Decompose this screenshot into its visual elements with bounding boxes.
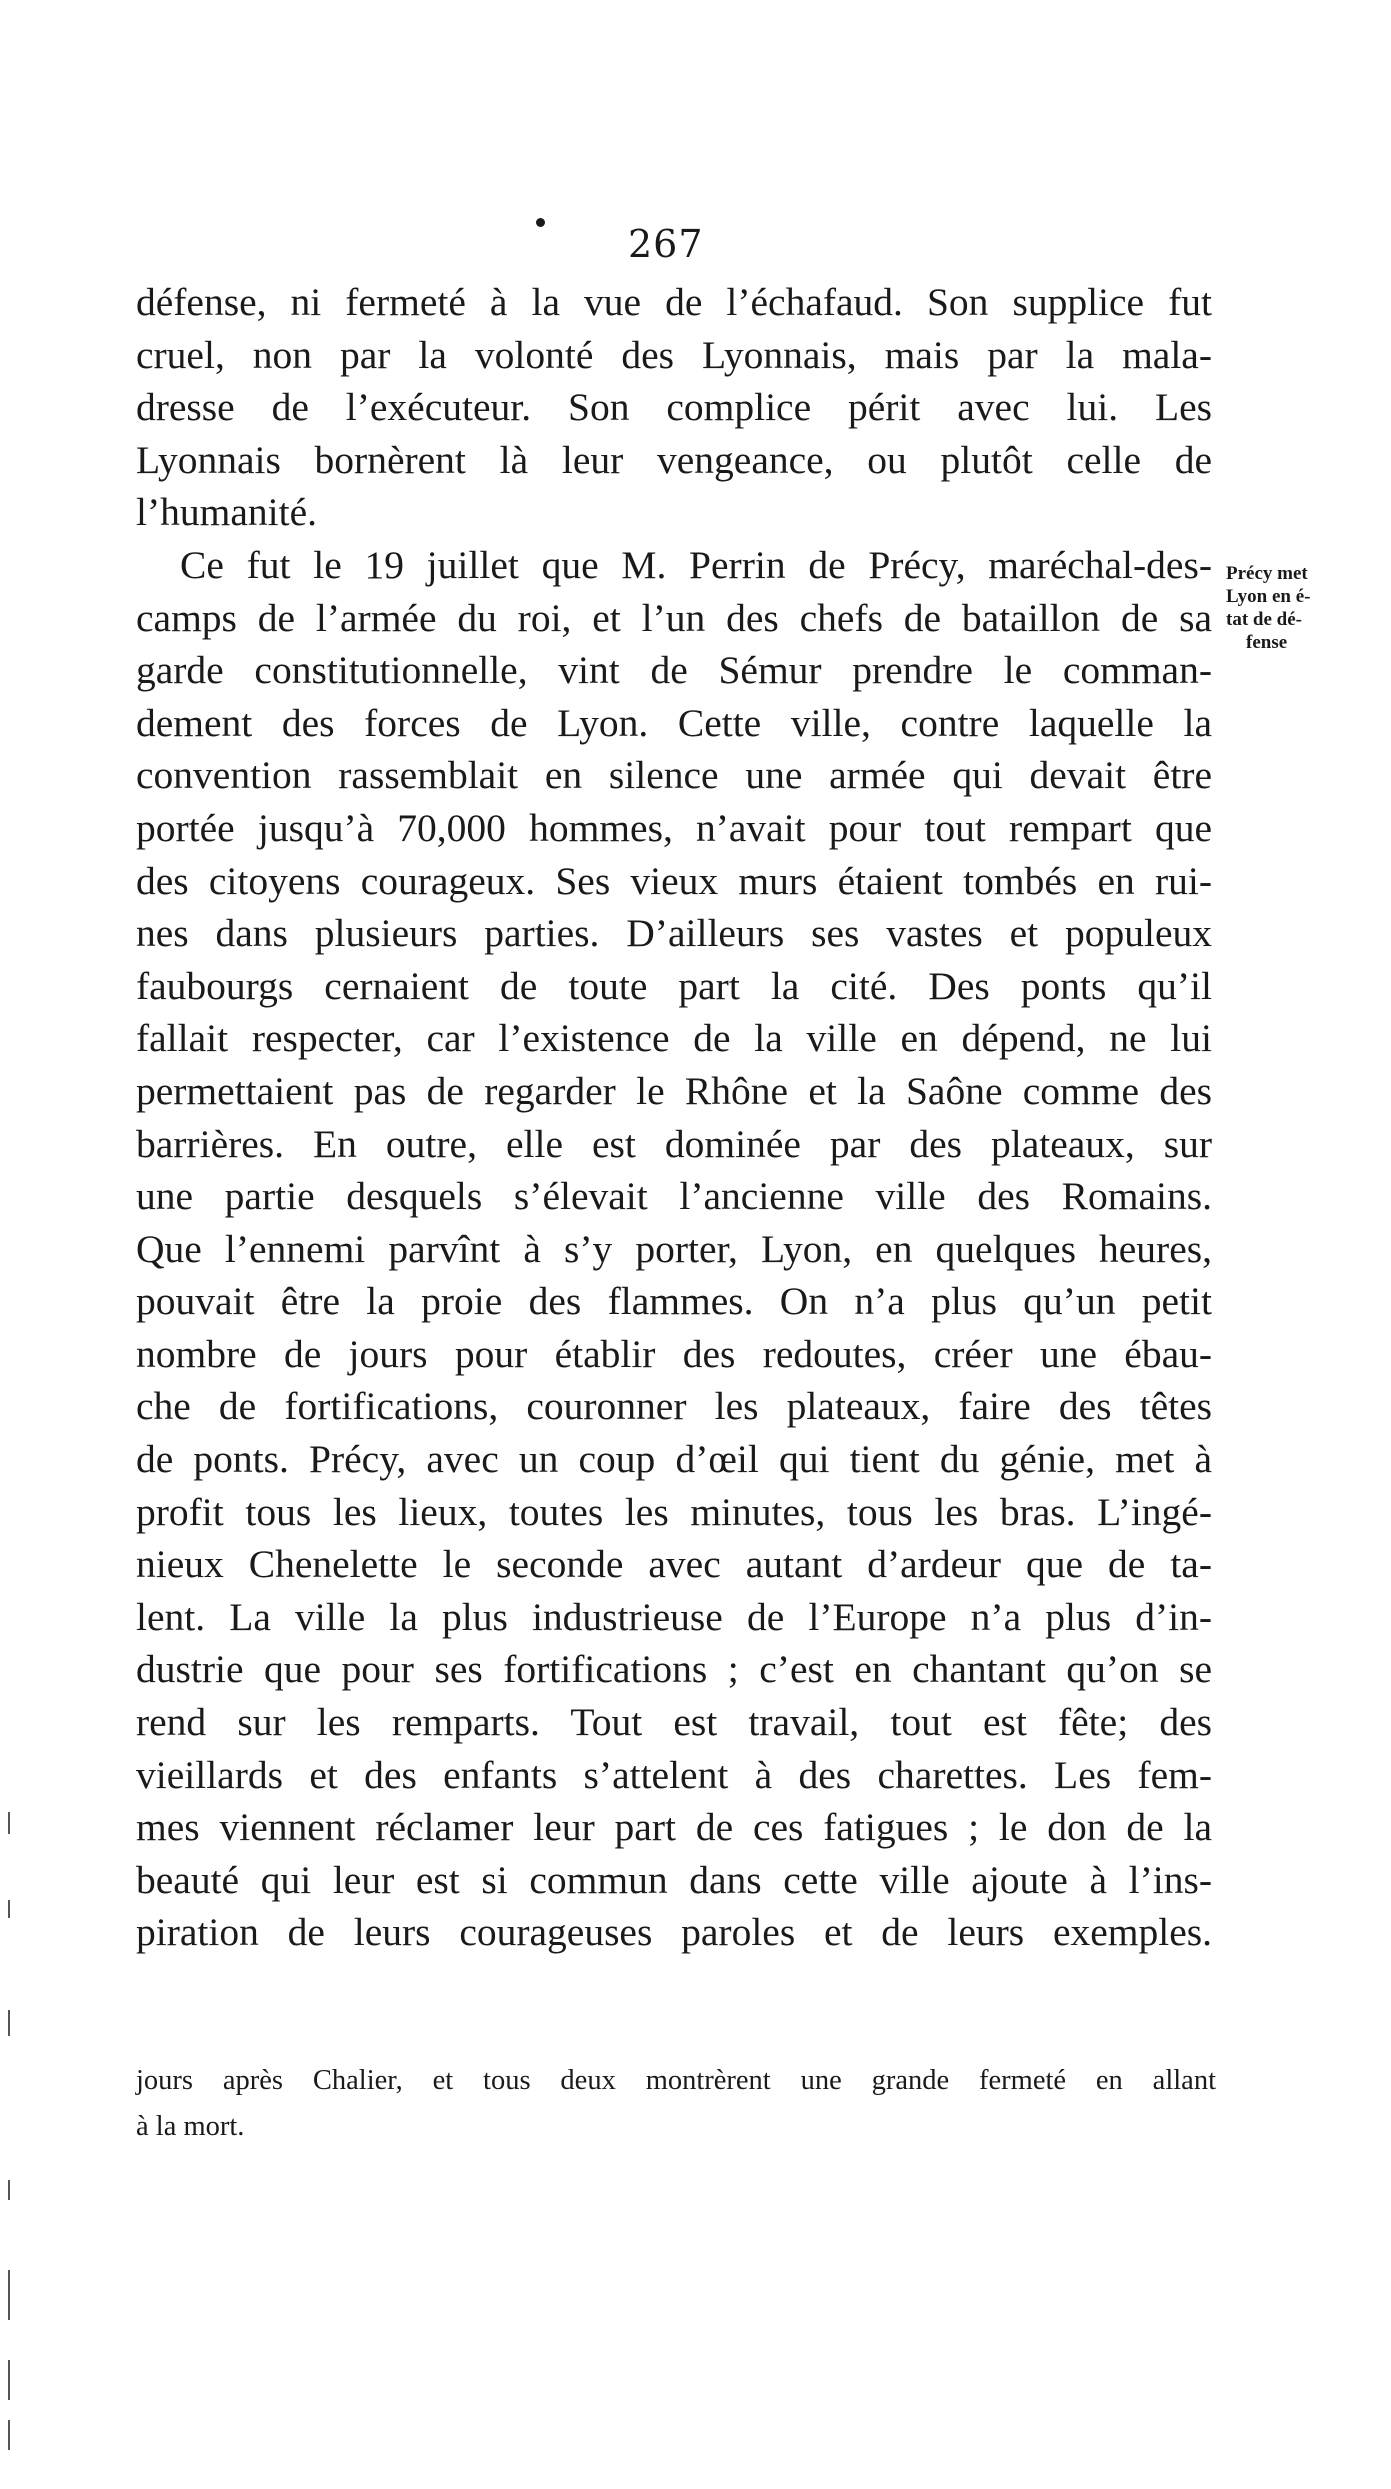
scan-speck bbox=[8, 1812, 10, 1834]
scan-speck bbox=[8, 2270, 10, 2320]
body-line: l’humanité. bbox=[136, 490, 317, 535]
body-line: Lyonnais bornèrent là leur vengeance, ou plutôt celle de bbox=[136, 437, 1212, 482]
body-line: permettaient pas de regarder le Rhône et la Saône comme des bbox=[136, 1068, 1212, 1113]
body-line: dustrie que pour ses fortifications ; c’est en chantant qu’on se bbox=[136, 1647, 1212, 1692]
body-line: piration de leurs courageuses paroles et de leurs exemples. bbox=[136, 1910, 1212, 1955]
body-line: dement des forces de Lyon. Cette ville, contre laquelle la bbox=[136, 700, 1212, 745]
page-mark bbox=[536, 218, 545, 227]
scan-speck bbox=[8, 2420, 10, 2450]
body-line: une partie desquels s’élevait l’ancienne ville des Romains. bbox=[136, 1174, 1212, 1219]
body-line: lent. La ville la plus industrieuse de l’Europe n’a plus d’in- bbox=[136, 1594, 1212, 1639]
footnote bbox=[136, 2058, 1216, 2150]
page-number: 267 bbox=[628, 222, 704, 266]
body-text bbox=[136, 276, 1212, 1959]
body-line: cruel, non par la volonté des Lyonnais, mais par la mala- bbox=[136, 332, 1212, 377]
margin-note-line: Lyon en é- bbox=[1226, 586, 1311, 607]
footnote-line: à la mort. bbox=[136, 2111, 245, 2142]
body-line: rend sur les remparts. Tout est travail, tout est fête; des bbox=[136, 1700, 1212, 1745]
body-line: nieux Chenelette le seconde avec autant d’ardeur que de ta- bbox=[136, 1542, 1212, 1587]
body-line: fallait respecter, car l’existence de la ville en dépend, ne lui bbox=[136, 1016, 1212, 1061]
body-line: nes dans plusieurs parties. D’ailleurs ses vastes et populeux bbox=[136, 911, 1212, 956]
body-line: profit tous les lieux, toutes les minutes, tous les bras. L’ingé- bbox=[136, 1489, 1212, 1534]
body-line: nombre de jours pour établir des redoutes, créer une ébau- bbox=[136, 1331, 1212, 1376]
body-line: camps de l’armée du roi, et l’un des chefs de bataillon de sa bbox=[136, 595, 1212, 640]
body-line: che de fortifications, couronner les plateaux, faire des têtes bbox=[136, 1384, 1212, 1429]
body-line: barrières. En outre, elle est dominée par des plateaux, sur bbox=[136, 1121, 1212, 1166]
margin-note-line: fense bbox=[1246, 632, 1288, 653]
scan-speck bbox=[8, 2010, 10, 2036]
body-line: de ponts. Précy, avec un coup d’œil qui tient du génie, met à bbox=[136, 1437, 1212, 1482]
body-line: portée jusqu’à 70,000 hommes, n’avait pour tout rempart que bbox=[136, 805, 1212, 850]
body-line: mes viennent réclamer leur part de ces fatigues ; le don de la bbox=[136, 1805, 1212, 1850]
footnote-line: jours après Chalier, et tous deux montrèrent une grande fermeté en allant bbox=[136, 2065, 1216, 2096]
body-line: convention rassemblait en silence une armée qui devait être bbox=[136, 753, 1212, 798]
body-line: des citoyens courageux. Ses vieux murs étaient tombés en rui- bbox=[136, 858, 1212, 903]
body-line: Que l’ennemi parvînt à s’y porter, Lyon, en quelques heures, bbox=[136, 1226, 1212, 1271]
body-line: défense, ni fermeté à la vue de l’échafaud. Son supplice fut bbox=[136, 280, 1212, 324]
scan-speck bbox=[8, 2360, 10, 2400]
body-line: Ce fut le 19 juillet que M. Perrin de Précy, maréchal-des- bbox=[180, 542, 1212, 587]
margin-note-line: Précy met bbox=[1226, 563, 1308, 584]
body-line: vieillards et des enfants s’attelent à des charettes. Les fem- bbox=[136, 1752, 1212, 1797]
body-line: garde constitutionnelle, vint de Sémur prendre le comman- bbox=[136, 648, 1212, 693]
margin-note bbox=[1226, 562, 1344, 654]
scan-speck bbox=[8, 1900, 10, 1918]
body-line: dresse de l’exécuteur. Son complice périt avec lui. Les bbox=[136, 385, 1212, 430]
body-line: beauté qui leur est si commun dans cette ville ajoute à l’ins- bbox=[136, 1857, 1212, 1902]
scan-speck bbox=[8, 2180, 10, 2200]
body-line: pouvait être la proie des flammes. On n’a plus qu’un petit bbox=[136, 1279, 1212, 1324]
body-line: faubourgs cernaient de toute part la cité. Des ponts qu’il bbox=[136, 963, 1212, 1008]
margin-note-line: tat de dé- bbox=[1226, 609, 1302, 630]
